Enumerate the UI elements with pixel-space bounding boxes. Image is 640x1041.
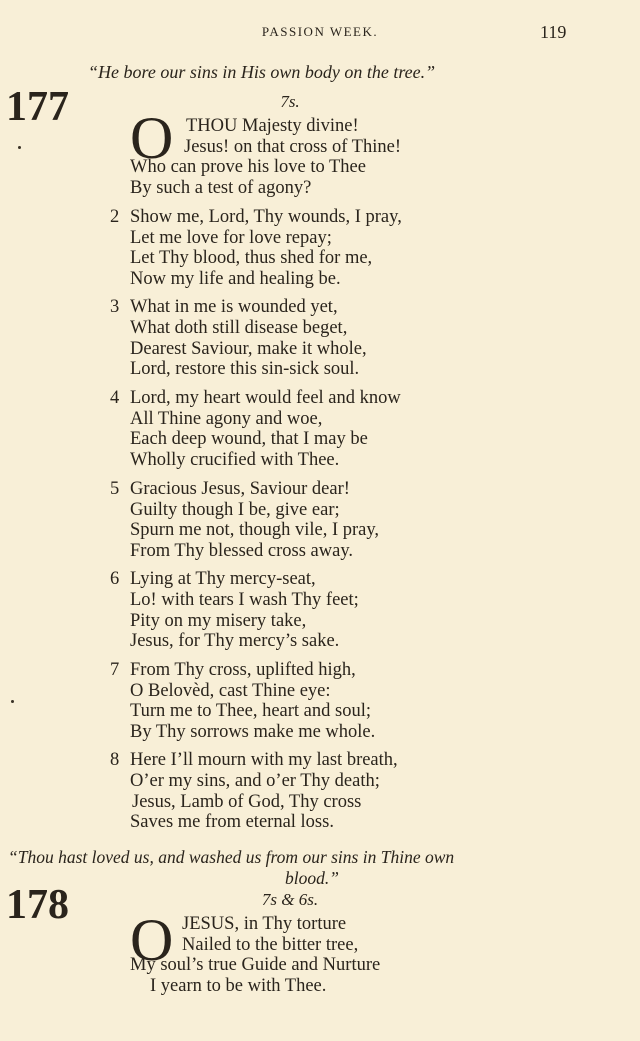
hymn-177-s8-line-4: Saves me from eternal loss. — [130, 812, 334, 832]
verse-number: 8 — [110, 750, 120, 770]
hymn-177-s4-line-2: All Thine agony and woe, — [130, 409, 323, 429]
hymn-177-s5-line-3: Spurn me not, though vile, I pray, — [130, 520, 380, 540]
hymn-177-s5-line-2: Guilty though I be, give ear; — [130, 500, 340, 520]
hymn-178-meter: 7s & 6s. — [261, 890, 319, 909]
hymn-177-s3-line-1: What in me is wounded yet, — [130, 297, 338, 317]
hymn-177-dropcap: O — [130, 105, 174, 171]
verse-number: 4 — [110, 388, 120, 408]
hymn-177-s6-line-4: Jesus, for Thy mercy’s sake. — [130, 631, 340, 651]
hymn-177-s5-line-4: From Thy blessed cross away. — [130, 541, 353, 561]
hymn-178-dropcap: O — [130, 907, 174, 973]
hymn-177-s3-line-2: What doth still disease beget, — [130, 318, 348, 338]
hymn-177-s4-line-3: Each deep wound, that I may be — [130, 429, 368, 449]
hymn-178-epigraph-line-2: blood.” — [285, 868, 339, 888]
hymn-177-s7-line-2: O Belovèd, cast Thine eye: — [130, 681, 331, 701]
hymn-177-s6-line-3: Pity on my misery take, — [130, 611, 307, 631]
hymn-177-s6-line-2: Lo! with tears I wash Thy feet; — [130, 590, 359, 610]
hymn-177-s1-line-4: By such a test of agony? — [130, 178, 312, 198]
hymn-177-s2-line-3: Let Thy blood, thus shed for me, — [130, 248, 373, 268]
hymn-177-s5-line-1: Gracious Jesus, Saviour dear! — [130, 479, 350, 499]
verse-number: 3 — [110, 297, 120, 317]
hymn-177-s7-line-1: From Thy cross, uplifted high, — [130, 660, 356, 680]
ink-speck — [18, 146, 21, 149]
hymn-177-s2-line-1: Show me, Lord, Thy wounds, I pray, — [130, 207, 402, 227]
verse-number: 5 — [110, 479, 120, 499]
hymn-177-s6-line-1: Lying at Thy mercy-seat, — [130, 569, 316, 589]
verse-number: 7 — [110, 660, 120, 680]
hymn-178-line-1: JESUS, in Thy torture — [182, 914, 347, 934]
hymn-177-epigraph: “He bore our sins in His own body on the tree.” — [88, 62, 436, 82]
page-number: 119 — [540, 22, 567, 42]
hymn-177-meter: 7s. — [280, 92, 300, 111]
running-head: PASSION WEEK. — [261, 24, 379, 39]
hymn-177-s7-line-3: Turn me to Thee, heart and soul; — [130, 701, 371, 721]
hymn-177-s8-line-1: Here I’ll mourn with my last breath, — [130, 750, 398, 770]
hymn-177-s8-line-2: O’er my sins, and o’er Thy death; — [130, 771, 380, 791]
hymn-177-s8-line-3: Jesus, Lamb of God, Thy cross — [132, 792, 362, 812]
hymn-177-s2-line-4: Now my life and healing be. — [130, 269, 341, 289]
hymn-177-s1-line-2: Jesus! on that cross of Thine! — [184, 137, 401, 157]
hymn-177-s1-line-3: Who can prove his love to Thee — [130, 157, 366, 177]
hymn-177-s2-line-2: Let me love for love repay; — [130, 228, 332, 248]
verse-number: 6 — [110, 569, 120, 589]
hymn-178-epigraph-line-1: “Thou hast loved us, and washed us from our sins in Thine own — [8, 847, 455, 867]
hymn-177-s3-line-4: Lord, restore this sin-sick soul. — [130, 359, 360, 379]
ink-speck — [11, 700, 14, 703]
hymn-177-s1-line-1: THOU Majesty divine! — [186, 116, 359, 136]
hymn-177-s4-line-4: Wholly crucified with Thee. — [130, 450, 340, 470]
hymn-178-line-4: I yearn to be with Thee. — [150, 976, 327, 996]
hymn-178-number: 178 — [6, 882, 69, 928]
hymn-177-s4-line-1: Lord, my heart would feel and know — [130, 388, 401, 408]
hymn-178-line-3: My soul’s true Guide and Nurture — [130, 955, 381, 975]
verse-number: 2 — [110, 207, 120, 227]
hymn-177-s3-line-3: Dearest Saviour, make it whole, — [130, 339, 367, 359]
hymn-177-number: 177 — [6, 84, 69, 130]
hymn-177-s7-line-4: By Thy sorrows make me whole. — [130, 722, 376, 742]
hymn-178-line-2: Nailed to the bitter tree, — [182, 935, 359, 955]
